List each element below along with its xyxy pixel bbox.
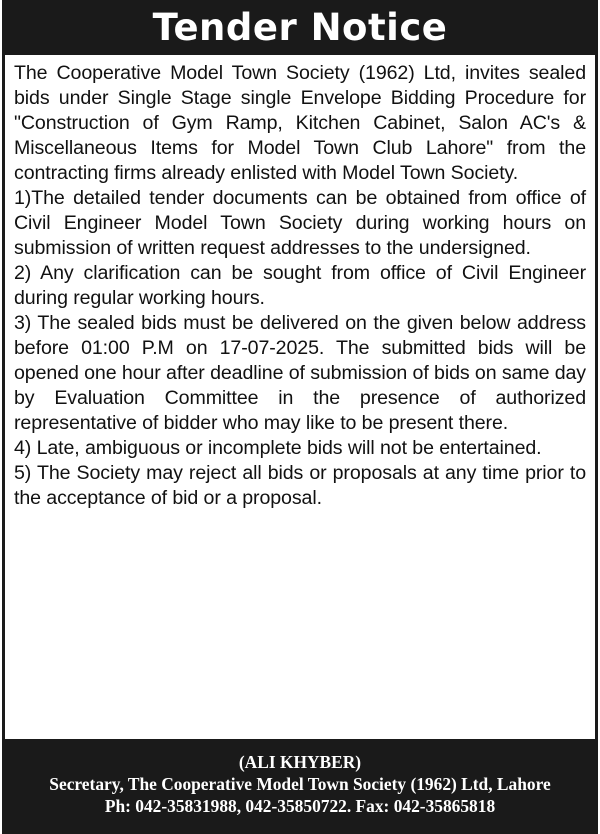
clause-5: 5) The Society may reject all bids or proposals at any time prior to the acceptance of bid or a proposal. [14, 462, 586, 509]
signature-block [2, 742, 598, 834]
clause-2: 2) Any clarification can be sought from office of Civil Engineer during regular working hours. [14, 262, 586, 309]
clause-1: 1)The detailed tender documents can be obtained from office of Civil Engineer Model Town Society during working hours on submission of written request addresses to the undersigned. [14, 187, 586, 259]
signatory-designation: Secretary, The Cooperative Model Town Society (1962) Ltd, Lahore [49, 774, 551, 794]
tender-notice [2, 0, 598, 834]
signatory-name: (ALI KHYBER) [238, 752, 362, 772]
notice-body [2, 55, 598, 742]
clause-3: 3) The sealed bids must be delivered on the given below address before 01:00 P.M on 17-07-2025. The submitted bids will be opened one hour after deadline of submission of bids on same day by Evaluation Committee in the presence of authorized representative of bidder who may like to be present there. [14, 312, 586, 434]
clause-4: 4) Late, ambiguous or incomplete bids will not be entertained. [14, 437, 542, 459]
contact-numbers: Ph: 042-35831988, 042-35850722. Fax: 042-35865818 [104, 796, 496, 816]
intro-paragraph: The Cooperative Model Town Society (1962) Ltd, invites sealed bids under Single Stage single Envelope Bidding Procedure for "Construction of Gym Ramp, Kitchen Cabinet, Salon AC's & Miscellaneous Items for Model Town Club Lahore" from the contracting firms already enlisted with Model Town Society. [14, 62, 586, 184]
notice-title: Tender Notice [2, 0, 598, 55]
